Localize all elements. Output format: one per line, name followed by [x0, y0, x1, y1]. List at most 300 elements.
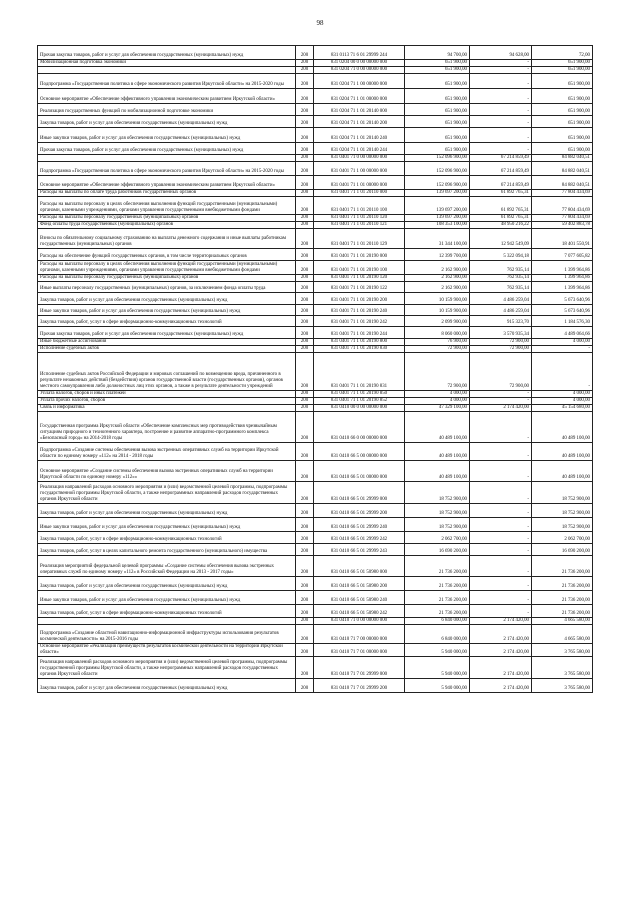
row-remaining: 18 752 900,00	[532, 482, 593, 504]
row-executed: 61 892 765,31	[470, 215, 532, 222]
row-planned: 651 900,00	[405, 143, 470, 155]
row-remaining: 16 690 200,00	[532, 544, 593, 556]
row-executed: 762 935,14	[470, 275, 532, 282]
row-remaining: 4 665 580,00	[532, 618, 593, 625]
row-name: Исполнение судебных актов Российской Федерации и мировых соглашений по возмещению вреда, причиненного в результате незаконных действий (бездействия) органов государственной власти (государственных органов), органов местного самоуправления либо должностных лиц этих органов, а также в результате деятельности учреждений	[38, 353, 296, 391]
row-grbs: 200	[296, 282, 314, 293]
row-grbs: 200	[296, 316, 314, 327]
row-name	[38, 155, 296, 162]
row-executed: -	[470, 60, 532, 67]
row-executed: -	[470, 412, 532, 443]
row-executed: -	[470, 504, 532, 518]
row-executed: 48 950 216,22	[470, 222, 532, 229]
row-planned: 651 900,00	[405, 128, 470, 143]
row-executed: 2 174 420,00	[470, 618, 532, 625]
row-name: Реализация направлений расходов основного мероприятия и (или) ведомственной целевой программы, подпрограммы государственной программы Иркутской области, а также непрограммных направлений расходов государственных органов Иркутской области	[38, 657, 296, 679]
row-remaining: 21 736 200,00	[532, 556, 593, 577]
row-planned: 5 940 000,00	[405, 657, 470, 679]
table-row	[38, 261, 593, 275]
row-planned: 76 900,00	[405, 339, 470, 346]
row-code: 831 0401 71 1 01 20190 852	[314, 398, 405, 405]
budget-table	[37, 45, 593, 693]
row-grbs: 200	[296, 176, 314, 190]
row-planned: 651 900,00	[405, 67, 470, 74]
row-remaining: 18 752 900,00	[532, 504, 593, 518]
row-executed: 4 486 259,04	[470, 305, 532, 316]
row-code: 831 0410 66 5 01 29999 243	[314, 544, 405, 556]
row-grbs: 200	[296, 532, 314, 544]
row-grbs: 200	[296, 215, 314, 222]
row-grbs: 200	[296, 461, 314, 482]
row-code: 831 0410 71 7 00 00000 000	[314, 625, 405, 644]
row-executed: 67 214 859,49	[470, 176, 532, 190]
row-remaining: 3 765 580,00	[532, 679, 593, 693]
row-name: Закупка товаров, работ и услуг для обеспечения государственных (муниципальных) нужд	[38, 293, 296, 305]
table-row	[38, 275, 593, 282]
row-executed: -	[470, 605, 532, 618]
row-code: 831 0204 71 1 01 20140 000	[314, 104, 405, 116]
row-grbs: 200	[296, 46, 314, 60]
row-grbs: 200	[296, 398, 314, 405]
row-executed: -	[470, 74, 532, 89]
row-code: 831 0410 71 7 01 29999 200	[314, 679, 405, 693]
row-grbs: 200	[296, 261, 314, 275]
row-code: 831 0401 71 1 01 20190 240	[314, 305, 405, 316]
row-code: 831 0401 71 1 01 20190 244	[314, 327, 405, 339]
row-code: 831 0410 66 5 00 00000 000	[314, 443, 405, 461]
row-code: 831 0401 71 1 01 20190 122	[314, 282, 405, 293]
row-name	[38, 67, 296, 74]
row-planned: 2 062 700,00	[405, 532, 470, 544]
row-code: 831 0401 71 1 01 20110 129	[314, 229, 405, 249]
table-row	[38, 176, 593, 190]
row-planned: 16 690 200,00	[405, 544, 470, 556]
table-row	[38, 190, 593, 197]
row-executed: -	[470, 89, 532, 104]
row-grbs: 200	[296, 657, 314, 679]
row-grbs: 200	[296, 67, 314, 74]
row-grbs: 200	[296, 89, 314, 104]
row-executed: -	[470, 556, 532, 577]
table-row	[38, 89, 593, 104]
row-grbs: 200	[296, 412, 314, 443]
row-grbs: 200	[296, 504, 314, 518]
row-code: 831 0401 71 1 00 00000 000	[314, 162, 405, 176]
row-code: 831 0401 71 1 01 20190 100	[314, 261, 405, 275]
row-planned: 4 000,00	[405, 398, 470, 405]
row-grbs: 200	[296, 190, 314, 197]
row-name: Закупка товаров, работ, услуг в сфере информационно-коммуникационных технологий	[38, 316, 296, 327]
row-executed: -	[470, 104, 532, 116]
table-row	[38, 577, 593, 591]
row-grbs: 200	[296, 443, 314, 461]
row-name: Основное мероприятие «Обеспечение эффективного управления экономическим развитием Иркутской области»	[38, 176, 296, 190]
row-name: Расходы на обеспечение функций государственных органов, в том числе территориальных органов	[38, 249, 296, 261]
row-name: Иные бюджетные ассигнования	[38, 339, 296, 346]
row-planned: 152 096 900,00	[405, 176, 470, 190]
row-name: Государственная программа Иркутской области «Обеспечение комплексных мер противодействия чрезвычайным ситуациям природного и техногенного характера, построение и развитие аппаратно-программного комплекса «Безопасный город» на 2014-2018 годы	[38, 412, 296, 443]
row-remaining: 4 489 064,66	[532, 327, 593, 339]
row-code: 831 0410 66 5 01 29999 242	[314, 532, 405, 544]
row-remaining: 2 062 700,00	[532, 532, 593, 544]
row-code: 831 0401 71 1 01 20190 000	[314, 249, 405, 261]
row-remaining: 651 900,00	[532, 143, 593, 155]
table-row	[38, 293, 593, 305]
row-code: 831 0401 71 1 01 00000 000	[314, 176, 405, 190]
table-row	[38, 504, 593, 518]
row-code: 831 0401 71 0 00 00000 000	[314, 155, 405, 162]
row-remaining: 21 736 200,00	[532, 577, 593, 591]
table-row	[38, 461, 593, 482]
row-grbs: 200	[296, 644, 314, 657]
table-row	[38, 143, 593, 155]
row-code: 831 0410 66 5 01 29999 240	[314, 518, 405, 532]
row-grbs: 200	[296, 327, 314, 339]
row-executed: -	[470, 398, 532, 405]
table-row	[38, 405, 593, 412]
row-planned: 2 162 900,00	[405, 282, 470, 293]
row-executed: 915 323,70	[470, 316, 532, 327]
row-grbs: 200	[296, 155, 314, 162]
row-remaining: 4 000,00	[532, 398, 593, 405]
row-executed: 72 900,00	[470, 339, 532, 346]
row-name: Уплата налогов, сборов и иных платежей	[38, 391, 296, 398]
row-executed: 2 174 420,00	[470, 644, 532, 657]
row-name: Расходы на выплаты по оплате труда работников государственных органов	[38, 190, 296, 197]
row-remaining: 21 736 200,00	[532, 605, 593, 618]
table-row	[38, 46, 593, 60]
row-name: Прочая закупка товаров, работ и услуг для обеспечения государственных (муниципальных) нужд	[38, 327, 296, 339]
table-row	[38, 443, 593, 461]
table-row	[38, 532, 593, 544]
row-name: Расходы на выплаты персоналу в целях обеспечения выполнения функций государственными (муниципальными) органами, казенными учреждениями, органами управления государственными внебюджетными фондами	[38, 261, 296, 275]
row-planned: 152 096 900,00	[405, 155, 470, 162]
row-code: 831 0410 66 5 01 00000 000	[314, 461, 405, 482]
row-code: 831 0204 71 1 01 20140 200	[314, 116, 405, 128]
row-remaining: 651 900,00	[532, 116, 593, 128]
row-name: Основное мероприятие «Создание системы обеспечения вызова экстренных оперативных служб на территории Иркутской области по единому номеру «112»»	[38, 461, 296, 482]
table-row	[38, 353, 593, 391]
row-name: Основное мероприятие «Реализация преимуществ результатов космической деятельности на территории Иркутской области»	[38, 644, 296, 657]
table-row	[38, 591, 593, 605]
row-planned: 40 489 100,00	[405, 412, 470, 443]
row-remaining: 5 673 640,96	[532, 293, 593, 305]
row-remaining: 40 489 100,00	[532, 412, 593, 443]
row-code: 831 0401 71 1 01 20110 100	[314, 197, 405, 215]
row-name: Подпрограмма «Создание системы обеспечения вызова экстренных оперативных служб на территории Иркутской области по единому номеру «112» на 2014 - 2018 годы	[38, 443, 296, 461]
row-grbs: 200	[296, 143, 314, 155]
table-row	[38, 162, 593, 176]
row-remaining: 651 900,00	[532, 89, 593, 104]
row-grbs: 200	[296, 229, 314, 249]
row-name: Основное мероприятие «Обеспечение эффективного управления экономическим развитием Иркутской области»	[38, 89, 296, 104]
row-planned: 6 840 000,00	[405, 625, 470, 644]
row-name: Расходы на выплаты персоналу в целях обеспечения выполнения функций государственными (муниципальными) органами, казенными учреждениями, органами управления государственными внебюджетными фондами	[38, 197, 296, 215]
row-remaining: 4 000,00	[532, 339, 593, 346]
table-row	[38, 482, 593, 504]
row-name: Закупка товаров, работ и услуг для обеспечения государственных (муниципальных) нужд	[38, 679, 296, 693]
row-executed: 67 214 859,49	[470, 155, 532, 162]
row-executed: -	[470, 443, 532, 461]
row-remaining: 1 399 964,86	[532, 275, 593, 282]
row-name: Иные закупки товаров, работ и услуг для обеспечения государственных (муниципальных) нужд	[38, 128, 296, 143]
row-executed: -	[470, 461, 532, 482]
page-number: 98	[316, 19, 324, 27]
row-name	[38, 618, 296, 625]
row-executed: -	[470, 591, 532, 605]
table-row	[38, 249, 593, 261]
row-grbs: 200	[296, 679, 314, 693]
row-grbs: 200	[296, 116, 314, 128]
row-code: 831 0410 66 5 01 29999 200	[314, 504, 405, 518]
row-executed: -	[470, 532, 532, 544]
table-row	[38, 398, 593, 405]
row-grbs: 200	[296, 222, 314, 229]
row-code: 831 0401 71 1 01 20190 200	[314, 293, 405, 305]
row-planned: 139 697 200,00	[405, 215, 470, 222]
row-name: Реализация государственных функций по мобилизационной подготовке экономики	[38, 104, 296, 116]
row-executed: 61 892 765,31	[470, 197, 532, 215]
row-name: Закупка товаров, работ, услуг в сфере информационно-коммуникационных технологий	[38, 532, 296, 544]
row-code: 831 0401 71 1 01 20190 831	[314, 353, 405, 391]
row-planned: 21 736 200,00	[405, 605, 470, 618]
row-grbs: 200	[296, 339, 314, 346]
row-executed: -	[470, 391, 532, 398]
table-row	[38, 215, 593, 222]
row-executed: -	[470, 577, 532, 591]
table-row	[38, 104, 593, 116]
row-name: Подпрограмма «Государственная политика в сфере экономического развития Иркутской области» на 2015-2020 годы	[38, 162, 296, 176]
row-planned: 40 489 100,00	[405, 461, 470, 482]
row-executed: 2 174 420,00	[470, 657, 532, 679]
row-code: 831 0204 71 0 00 00000 000	[314, 67, 405, 74]
row-planned: 139 697 200,00	[405, 190, 470, 197]
row-executed: 762 935,14	[470, 261, 532, 275]
row-name: Расходы на выплаты персоналу государственных (муниципальных) органов	[38, 275, 296, 282]
row-code: 831 0401 71 1 01 20110 120	[314, 215, 405, 222]
row-executed: 2 174 420,00	[470, 405, 532, 412]
table-row	[38, 282, 593, 293]
row-planned: 18 752 900,00	[405, 518, 470, 532]
row-executed: 61 892 765,31	[470, 190, 532, 197]
table-row	[38, 60, 593, 67]
row-grbs: 200	[296, 353, 314, 391]
row-planned: 651 900,00	[405, 116, 470, 128]
row-name: Подпрограмма «Государственная политика в сфере экономического развития Иркутской области» на 2015-2020 годы	[38, 74, 296, 89]
row-remaining: 18 752 900,00	[532, 518, 593, 532]
row-code: 831 0204 71 1 01 00000 000	[314, 89, 405, 104]
row-remaining: 18 401 550,91	[532, 229, 593, 249]
row-grbs: 200	[296, 556, 314, 577]
row-remaining: 59 402 883,78	[532, 222, 593, 229]
row-grbs: 200	[296, 275, 314, 282]
table-row	[38, 67, 593, 74]
row-remaining: 45 154 680,00	[532, 405, 593, 412]
row-code: 831 0204 00 0 00 00000 000	[314, 60, 405, 67]
row-planned: 31 344 100,00	[405, 229, 470, 249]
row-name: Закупка товаров, работ и услуг для обеспечения государственных (муниципальных) нужд	[38, 504, 296, 518]
row-name: Закупка товаров, работ, услуг в сфере информационно-коммуникационных технологий	[38, 605, 296, 618]
row-planned: 18 752 900,00	[405, 482, 470, 504]
row-planned: 10 159 900,00	[405, 293, 470, 305]
table-row	[38, 556, 593, 577]
row-code: 831 0113 71 6 01 29999 244	[314, 46, 405, 60]
row-code: 831 0204 71 1 00 00000 000	[314, 74, 405, 89]
row-remaining: 77 804 434,69	[532, 215, 593, 222]
row-remaining: 651 900,00	[532, 128, 593, 143]
row-planned: 40 489 100,00	[405, 443, 470, 461]
row-executed: 94 628,00	[470, 46, 532, 60]
row-executed: 72 900,00	[470, 346, 532, 353]
table-row	[38, 657, 593, 679]
table-row	[38, 222, 593, 229]
row-remaining: 5 673 640,96	[532, 305, 593, 316]
row-remaining: 651 900,00	[532, 67, 593, 74]
row-grbs: 200	[296, 74, 314, 89]
row-remaining: 3 765 580,00	[532, 657, 593, 679]
row-grbs: 200	[296, 391, 314, 398]
row-planned: 21 736 200,00	[405, 577, 470, 591]
row-planned: 21 736 200,00	[405, 591, 470, 605]
row-grbs: 200	[296, 625, 314, 644]
row-name: Закупка товаров, работ и услуг для обеспечения государственных (муниципальных) нужд	[38, 577, 296, 591]
row-planned: 72 900,00	[405, 346, 470, 353]
row-name: Прочая закупка товаров, работ и услуг для обеспечения государственных (муниципальных) нужд	[38, 143, 296, 155]
row-code: 831 0410 71 7 01 00000 000	[314, 644, 405, 657]
row-name: Реализация мероприятий федеральной целевой программы «Создание системы обеспечения вызова экстренных оперативных служб по единому номеру «112» в Российской Федерации на 2013 - 2017 годы»	[38, 556, 296, 577]
row-executed: -	[470, 482, 532, 504]
table-row	[38, 155, 593, 162]
row-code: 831 0204 71 1 01 20140 244	[314, 143, 405, 155]
row-planned: 94 700,00	[405, 46, 470, 60]
row-name: Иные закупки товаров, работ и услуг для обеспечения государственных (муниципальных) нужд	[38, 591, 296, 605]
row-remaining: 40 489 100,00	[532, 461, 593, 482]
row-remaining: -	[532, 346, 593, 353]
row-remaining: 1 184 576,30	[532, 316, 593, 327]
row-executed: 5 322 094,18	[470, 249, 532, 261]
row-planned: 651 900,00	[405, 74, 470, 89]
row-executed: -	[470, 143, 532, 155]
row-name: Уплата прочих налогов, сборов	[38, 398, 296, 405]
row-remaining: 1 399 964,86	[532, 261, 593, 275]
row-executed: -	[470, 544, 532, 556]
row-executed: 72 900,00	[470, 353, 532, 391]
row-executed: -	[470, 518, 532, 532]
row-code: 831 0410 71 0 00 00000 000	[314, 618, 405, 625]
row-executed: 4 486 259,04	[470, 293, 532, 305]
row-grbs: 200	[296, 293, 314, 305]
row-remaining: 84 882 040,51	[532, 162, 593, 176]
row-remaining: -	[532, 353, 593, 391]
row-remaining: 3 765 580,00	[532, 644, 593, 657]
row-code: 831 0410 66 5 01 50980 240	[314, 591, 405, 605]
row-code: 831 0410 66 0 00 00000 000	[314, 412, 405, 443]
row-name: Закупка товаров, работ и услуг для обеспечения государственных (муниципальных) нужд	[38, 116, 296, 128]
row-planned: 651 900,00	[405, 89, 470, 104]
row-planned: 2 162 900,00	[405, 275, 470, 282]
row-grbs: 200	[296, 544, 314, 556]
row-grbs: 200	[296, 577, 314, 591]
row-code: 831 0204 71 1 01 20140 240	[314, 128, 405, 143]
table-row	[38, 339, 593, 346]
row-planned: 139 697 200,00	[405, 197, 470, 215]
row-remaining: 7 077 605,82	[532, 249, 593, 261]
row-grbs: 200	[296, 305, 314, 316]
row-planned: 651 900,00	[405, 104, 470, 116]
table-row	[38, 229, 593, 249]
row-planned: 5 940 000,00	[405, 644, 470, 657]
row-planned: 10 159 900,00	[405, 305, 470, 316]
row-code: 831 0401 71 1 01 20190 830	[314, 346, 405, 353]
row-grbs: 200	[296, 60, 314, 67]
row-name: Иные закупки товаров, работ и услуг для обеспечения государственных (муниципальных) нужд	[38, 518, 296, 532]
row-remaining: 4 000,00	[532, 391, 593, 398]
table-row	[38, 305, 593, 316]
row-grbs: 200	[296, 197, 314, 215]
row-executed: 2 174 420,00	[470, 625, 532, 644]
row-planned: 108 353 100,00	[405, 222, 470, 229]
row-planned: 12 399 700,00	[405, 249, 470, 261]
row-executed: 67 214 859,49	[470, 162, 532, 176]
row-name: Мобилизационная подготовка экономики	[38, 60, 296, 67]
table-row	[38, 518, 593, 532]
row-grbs: 200	[296, 591, 314, 605]
table-row	[38, 544, 593, 556]
row-name: Иные выплаты персоналу государственных (муниципальных) органов, за исключением фонда оплаты труда	[38, 282, 296, 293]
row-planned: 651 900,00	[405, 60, 470, 67]
row-remaining: 84 882 040,51	[532, 176, 593, 190]
row-grbs: 200	[296, 249, 314, 261]
row-code: 831 0401 71 1 01 20190 120	[314, 275, 405, 282]
row-planned: 152 096 900,00	[405, 162, 470, 176]
row-name: Взносы по обязательному социальному страхованию на выплаты денежного содержания и иные выплаты работникам государственных (муниципальных) органов	[38, 229, 296, 249]
row-grbs: 200	[296, 518, 314, 532]
table-row	[38, 316, 593, 327]
row-planned: 21 736 200,00	[405, 556, 470, 577]
row-remaining: 651 900,00	[532, 60, 593, 67]
row-executed: -	[470, 128, 532, 143]
row-executed: 12 942 549,09	[470, 229, 532, 249]
row-remaining: 77 804 434,69	[532, 197, 593, 215]
row-code: 831 0401 71 1 01 20190 800	[314, 339, 405, 346]
row-remaining: 1 399 964,86	[532, 282, 593, 293]
row-code: 831 0401 71 1 01 20190 242	[314, 316, 405, 327]
row-remaining: 21 736 200,00	[532, 591, 593, 605]
row-code: 831 0410 66 5 01 50980 000	[314, 556, 405, 577]
row-planned: 8 060 000,00	[405, 327, 470, 339]
row-remaining: 651 900,00	[532, 104, 593, 116]
table-row	[38, 74, 593, 89]
row-grbs: 200	[296, 104, 314, 116]
row-grbs: 200	[296, 405, 314, 412]
row-code: 831 0401 71 1 01 20110 121	[314, 222, 405, 229]
table-row	[38, 412, 593, 443]
table-row	[38, 391, 593, 398]
row-name: Фонд оплаты труда государственных (муниципальных) органов	[38, 222, 296, 229]
row-remaining: 77 804 434,69	[532, 190, 593, 197]
row-name: Подпрограмма «Создание областной навигационно-информационной инфраструктуры использования результатов космической деятельности» на 2015-2016 годы	[38, 625, 296, 644]
row-executed: -	[470, 116, 532, 128]
row-planned: 5 940 000,00	[405, 679, 470, 693]
table-row	[38, 346, 593, 353]
row-planned: 18 752 900,00	[405, 504, 470, 518]
row-code: 831 0410 00 0 00 00000 000	[314, 405, 405, 412]
row-planned: 2 162 900,00	[405, 261, 470, 275]
row-grbs: 200	[296, 128, 314, 143]
row-grbs: 200	[296, 618, 314, 625]
row-name: Прочая закупка товаров, работ и услуг для обеспечения государственных (муниципальных) нужд	[38, 46, 296, 60]
row-planned: 6 840 000,00	[405, 618, 470, 625]
